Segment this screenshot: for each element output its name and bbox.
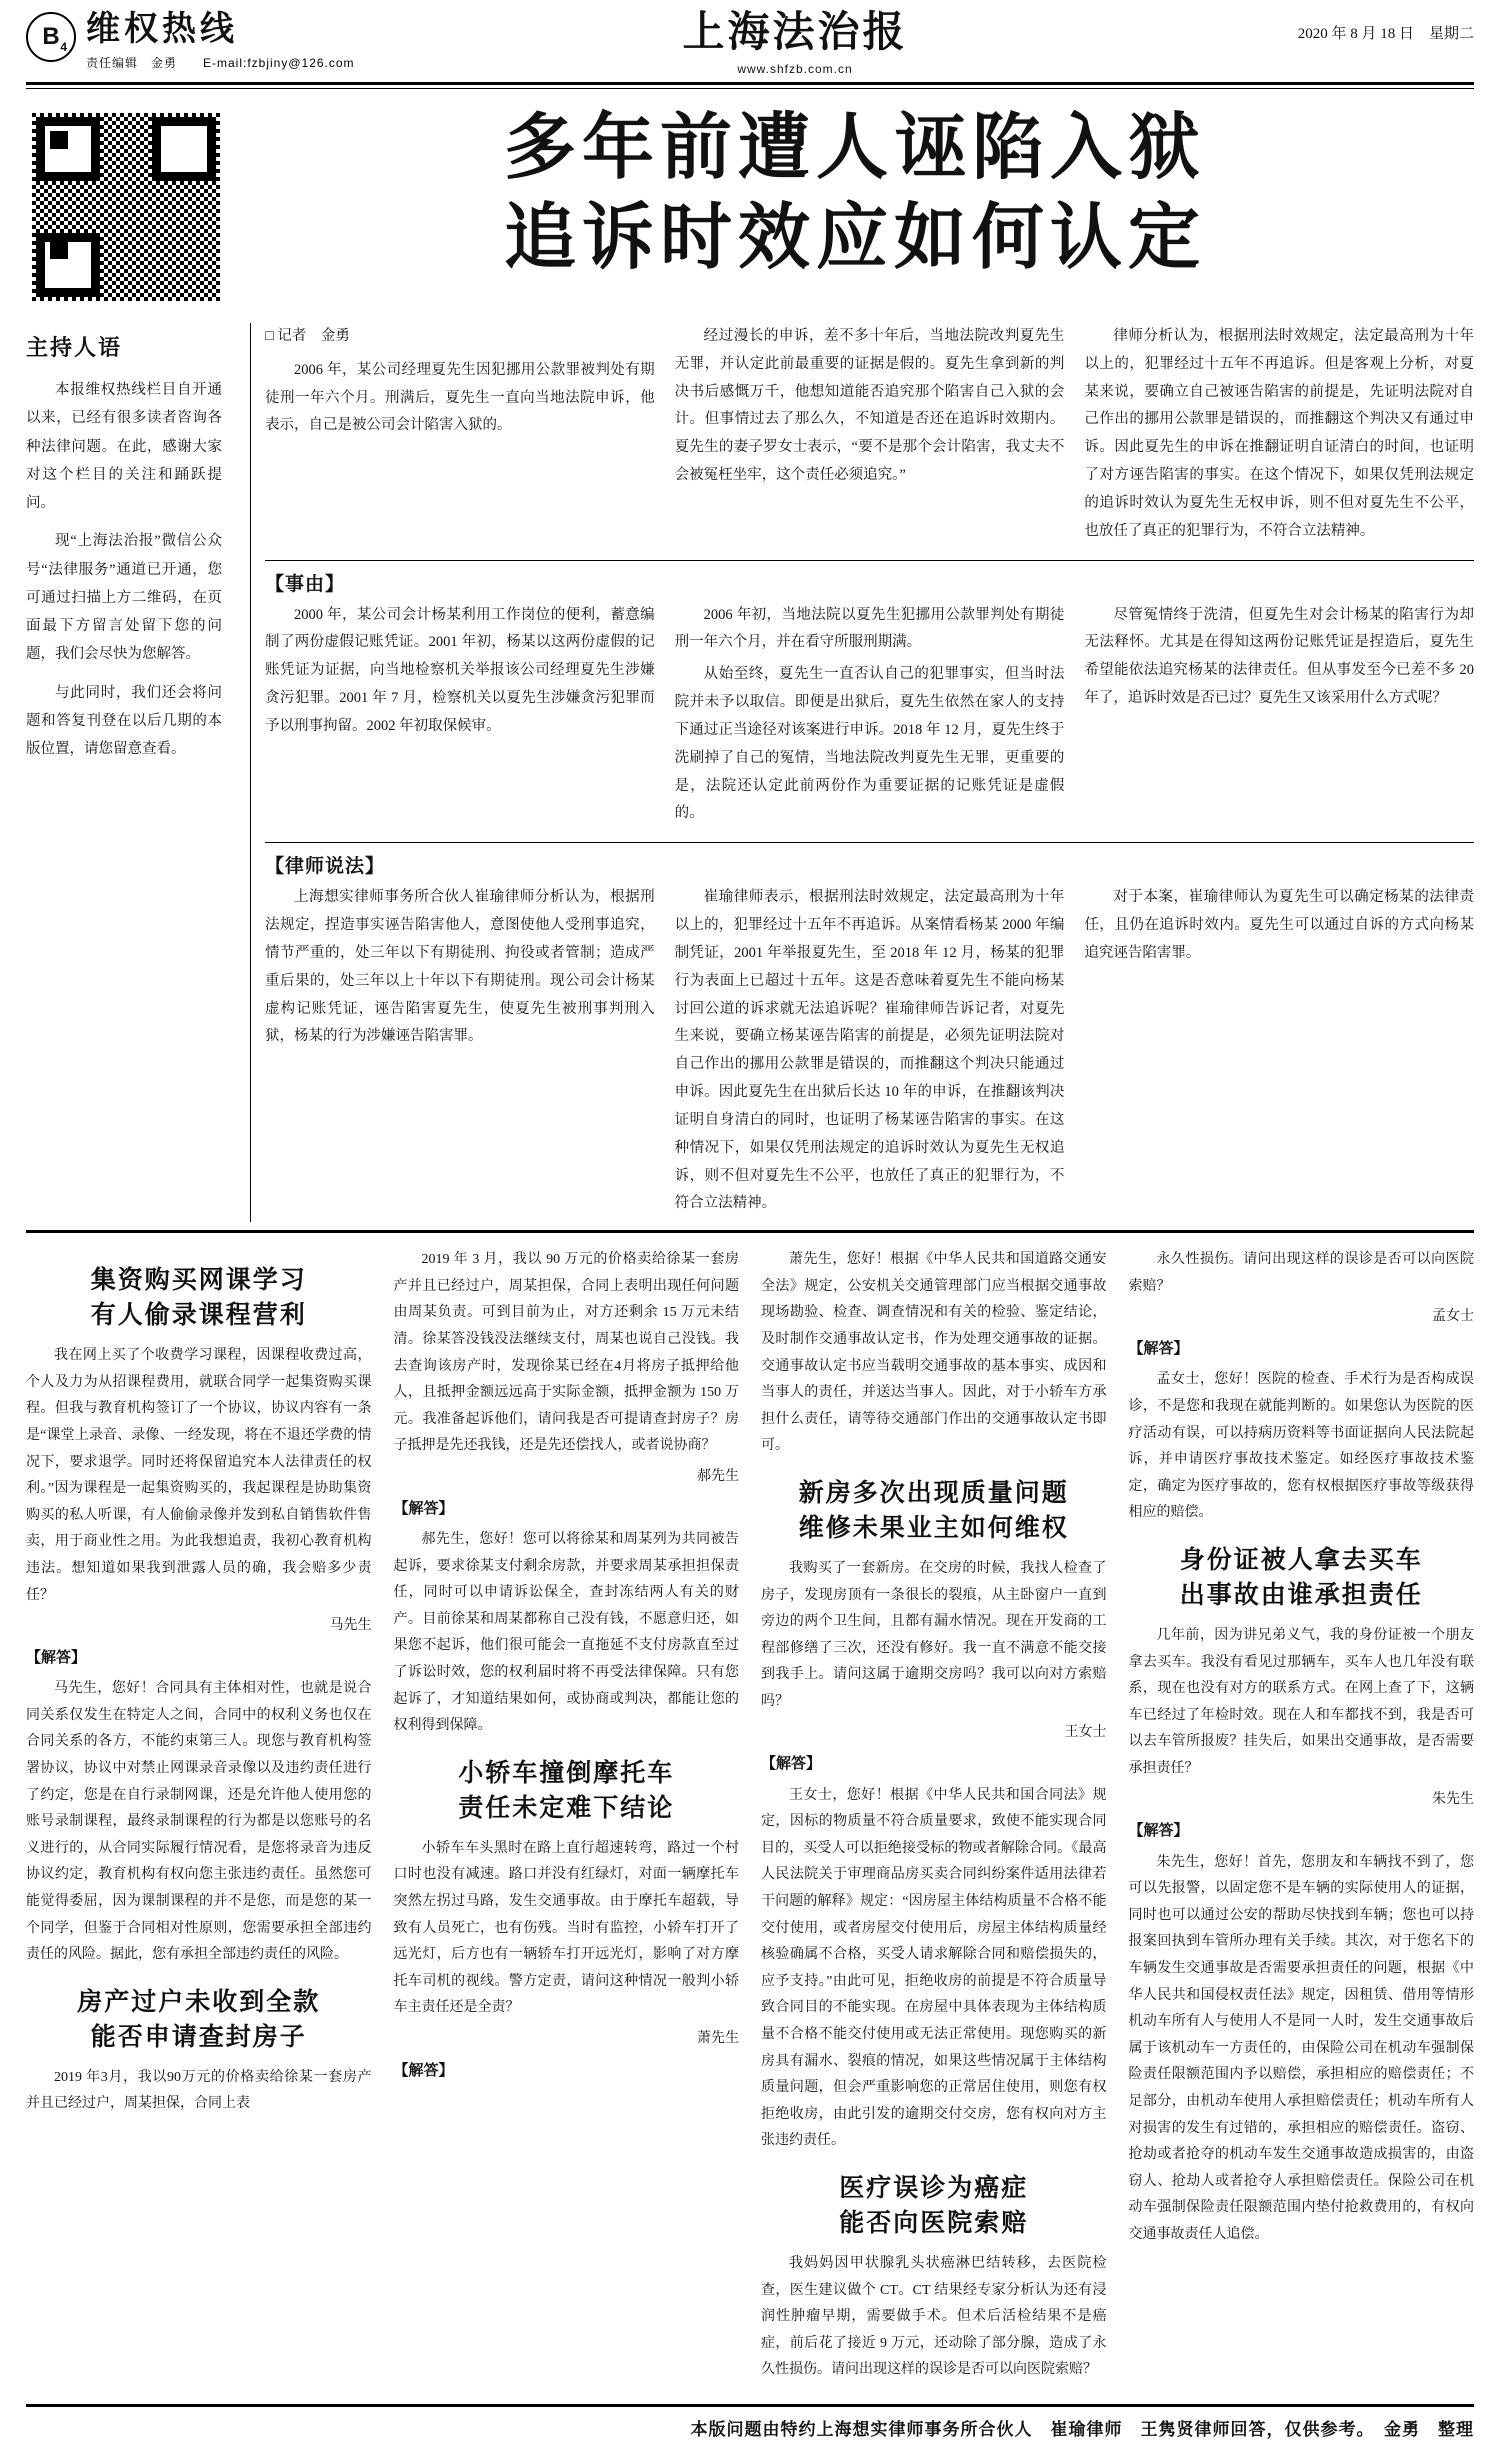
qa-title-5: [761, 2171, 1107, 2241]
qa-answer-3: 萧先生，您好！根据《中华人民共和国道路交通安全法》规定，公安机关交通管理部门应当根据交通事故现场勘验、检查、调查情况和有关的检验、鉴定结论，及时制作交通事故认定书，作为处理交通事故的证据。交通事故认定书应当载明交通事故的基本事实、成因和当事人的责任，并送达当事人。因此，对于小轿车方承担什么责任，请等待交通部门作出的交通事故认定书即可。: [761, 1252, 1107, 1454]
masthead: [26, 12, 1474, 85]
qa-col-3: [761, 1247, 1107, 2388]
lawyer-paragraph-2: 崔瑜律师表示，根据刑法时效规定，法定最高刑为十年以上的，犯罪经过十五年不再追诉。从案情看杨某 2000 年编制凭证，2001 年举报夏先生，至 2018 年 12 月，杨某的犯罪行为表面上已超过十五年。这是否意味着夏先生不能向杨某讨回公道的诉求就无法追诉呢？崔瑜律师告诉记者，对夏先生来说，要确立杨某诬告陷害的前提是，必须先证明法院对自己作出的挪用公款罪是错误的，而推翻这个判决只能通过申诉。因此夏先生在出狱后长达 10 年的申诉，在推翻该判决证明自身清白的同时，也证明了杨某诬告陷害的事实。在这种情况下，如果仅凭刑法规定的追诉时效认为夏先生无权追诉，则不但对夏先生不公平，也放任了真正的犯罪行为，不符合立法精神。: [674, 889, 1065, 1212]
qr-code: [28, 109, 224, 305]
qa-answer-4: 王女士，您好！根据《中华人民共和国合同法》规定，因标的物质量不符合质量要求，致使不能实现合同目的，买受人可以拒绝接受标的物或者解除合同。《最高人民法院关于审理商品房买卖合同纠纷案件适用法律若干问题的解释》规定：“因房屋主体结构质量不合格不能交付使用，或者房屋交付使用后，房屋主体结构质量经核验确属不合格，买受人请求解除合同和赔偿损失的，应予支持。”由此可见，拒绝收房的前提是不符合质量导致合同目的不能实现。在房屋中具体表现为主体结构质量不合格不能交付使用或无法正常使用。现您购买的新房具有漏水、裂痕的情况，如果这些情况属于主体结构质量问题，但会严重影响您的正常居住使用，则您有权拒绝收房，由此引发的逾期交付交房，您有权向对方主张违约责任。: [761, 1787, 1107, 2149]
qa-answer-5: 孟女士，您好！医院的检查、手术行为是否构成误诊，不是您和我现在就能判断的。如果您认为医院的医疗活动有误，可以持病历资料等书面证据向人民法院起诉，并申请医疗事故技术鉴定。如经医疗事故技术鉴定，确定为医疗事故的，您有权根据医疗事故等级获得相应的赔偿。: [1128, 1372, 1474, 1521]
qa-answer-2: 郝先生，您好！您可以将徐某和周某列为共同被告起诉，要求徐某支付剩余房款，并要求周某承担担保责任，同时可以申请诉讼保全，查封冻结两人有关的财产。目前徐某和周某都称自己没有钱，不愿意归还，如果您不起诉，他们很可能会一直拖延不支付房款直至过了诉讼时效，您的权利届时将不再受法律保障。只有您起诉了，才知道结果如何，或协商或判决，都能让您的权利得到保障。: [393, 1532, 739, 1734]
qa-question-6: 几年前，因为讲兄弟义气，我的身份证被一个朋友拿去买车。我没有看见过那辆车，买车人也几年没有联系，现在也没有对方的联系方式。在网上查了下，这辆车已经过了年检时效。现在人和车都找不到，我是否可以去车管所报废？挂失后，如果出交通事故，是否需要承担责任？: [1128, 1628, 1474, 1776]
qa-title-2-line-2: 能否申请查封房子: [90, 2022, 307, 2051]
host-title: 主持人语: [26, 335, 123, 360]
qa-answer-tag-2: 【解答】: [393, 1499, 454, 1517]
cause-paragraph-1: 2000 年，某公司会计杨某利用工作岗位的便利，蓄意编制了两份虚假记账凭证。2001 年初，杨某以这两份虚假的记账凭证为证据，向当地检察机关举报该公司经理夏先生涉嫌贪污犯罪。2001 年 7 月，检察机关以夏先生涉嫌贪污犯罪而予以刑事拘留。2002 年初取保候审。: [265, 606, 655, 734]
qa-title-4-line-2: 维修未果业主如何维权: [798, 1513, 1069, 1542]
cause-columns: [265, 602, 1474, 833]
qa-signer-3: 萧先生: [697, 2030, 739, 2046]
qa-title-3-line-1: 小轿车撞倒摩托车: [458, 1758, 675, 1787]
section-badge-number: 4: [60, 40, 67, 54]
qa-title-4-line-1: 新房多次出现质量问题: [798, 1478, 1069, 1507]
qa-columns: [26, 1247, 1474, 2388]
lawyer-col-3: [1084, 884, 1474, 1222]
qa-title-4: [761, 1476, 1107, 1546]
qa-signer-4: 王女士: [1064, 1724, 1107, 1740]
qa-title-5-line-2: 能否向医院索赔: [839, 2208, 1029, 2237]
qa-title-3: [394, 1756, 740, 1826]
qa-question-2: 2019 年 3 月，我以 90 万元的价格卖给徐某一套房产并且已经过户，周某担保，合同上表明出现任何问题由周某负责。可到目前为止，对方还剩余 15 万元未结清。徐某答没钱没法继续支付，周某也说自己没钱。我去查询该房产时，发现徐某已经在4月将房子抵押给他人，且抵押金额远远高于实际金额，抵押金额为 150 万元。我准备起诉他们，请问我是否可提请查封房子？房子抵押是先还我钱，还是先还偿找人，或者说协商？: [393, 1252, 739, 1454]
qr-box: [26, 103, 236, 305]
cause-paragraph-3: 从始至终，夏先生一直否认自己的犯罪事实，但当时法院并未予以取信。即便是出狱后，夏先生依然在家人的支持下通过正当途径对该案进行申诉。2018 年 12 月，夏先生终于洗刷掉了自己的冤情，当地法院改判夏先生无罪，更重要的是，法院还认定此前两份作为重要证据的记账凭证是虚假的。: [674, 666, 1065, 822]
intro-col-1: [265, 323, 655, 550]
qa-answer-tag-6: 【解答】: [1128, 1822, 1189, 1840]
qa-answer-tag-1: 【解答】: [26, 1648, 87, 1666]
qa-section: [26, 1230, 1474, 2388]
qa-signer-5: 孟女士: [1432, 1309, 1474, 1325]
qa-col-2: [394, 1247, 740, 2388]
article-byline: □ 记者 金勇: [265, 328, 350, 344]
article-intro-columns: [265, 323, 1474, 550]
page-headline: [236, 103, 1474, 305]
qa-title-1-line-1: 集资购买网课学习: [90, 1266, 307, 1295]
section-heading-cause: 【事由】: [265, 573, 346, 595]
section-divider-2: [265, 842, 1474, 843]
host-paragraph-3: 与此同时，我们还会将问题和答复刊登在以后几期的本版位置，请您留意查看。: [26, 684, 222, 758]
lawyer-columns: [265, 884, 1474, 1222]
qa-title-3-line-2: 责任未定难下结论: [458, 1793, 675, 1822]
issue-date: 2020 年 8 月 18 日 星期二: [1297, 26, 1474, 42]
qa-title-2: [26, 1985, 372, 2055]
qa-col-1: [26, 1247, 372, 2388]
headline-line-2: 追诉时效应如何认定: [503, 198, 1206, 278]
cause-col-1: [265, 602, 655, 833]
masthead-left: [26, 12, 446, 71]
qa-question-4: 我购买了一套新房。在交房的时候，我找人检查了房子，发现房顶有一条很长的裂痕，从主卧窗户一直到旁边的两个卫生间，且都有漏水情况。现在开发商的工程部修缮了三次，还没有修好。我一直不满意不能交接到我手上。请问这属于逾期交房吗？我可以向对方索赔吗？: [761, 1560, 1107, 1709]
qa-question-2-part: 2019 年3月，我以90万元的价格卖给徐某一套房产并且已经过户，周某担保，合同上表: [26, 2069, 372, 2112]
main-body: [26, 323, 1474, 1222]
paper-url: www.shfzb.com.cn: [737, 62, 853, 76]
lawyer-col-1: [265, 884, 655, 1222]
host-paragraph-2: 现“上海法治报”微信公众号“法律服务”通道已开通，您可通过扫描上方二维码，在页面最下方留言处留下您的问题，我们会尽快为您解答。: [26, 533, 222, 663]
qa-title-1-line-2: 有人偷录课程营利: [90, 1301, 307, 1330]
host-column: [26, 323, 236, 1222]
cause-col-3: [1084, 602, 1474, 833]
section-heading-lawyer: 【律师说法】: [265, 856, 386, 878]
page-footer: 本版问题由特约上海想实律师事务所合伙人 崔瑜律师 王隽贤律师回答，仅供参考。 金勇 整理: [26, 2404, 1474, 2450]
qa-question-5: 我妈妈因甲状腺乳头状癌淋巴结转移，去医院检查，医生建议做个 CT。CT 结果经专家分析认为还有浸润性肿瘤早期，需要做手术。但术后活检结果不是癌症，前后花了接近 9 万元，还动除了部分腺，造成了永久性损伤。请问出现这样的误诊是否可以向医院索赔？: [761, 2255, 1107, 2378]
host-paragraph-1: 本报维权热线栏目自开通以来，已经有很多读者咨询各种法律问题。在此，感谢大家对这个栏目的关注和踊跃提问。: [26, 382, 222, 512]
qa-answer-tag-4: 【解答】: [761, 1755, 822, 1773]
qa-title-6-line-2: 出事故由谁承担责任: [1179, 1581, 1423, 1610]
lawyer-col-2: [675, 884, 1065, 1222]
qa-answer-1: 马先生，您好！合同具有主体相对性，也就是说合同关系仅发生在特定人之间，合同中的权利义务也仅在合同关系的各方，不能约束第三人。现您与教育机构签署协议，协议中对禁止网课录音录像以及违约责任进行了约定，您是在自行录制网课，还是允许他人使用您的账号录制课程，最终录制课程的行为都是以您账号的名义进行的，从合同实际履行情况看，是您将录音为违反协议约定，教育机构有权向您主张违约责任。虽然您可能觉得委屈，因为课制课程的并不是您，而是您的某一个同学，但鉴于合同相对性原则，您需要承担全部违约责任的风险。据此，您有承担全部违约责任的风险。: [26, 1681, 372, 1963]
section-divider-1: [265, 560, 1474, 561]
cause-paragraph-2: 2006 年初，当地法院以夏先生犯挪用公款罪判处有期徒刑一年六个月，并在看守所服刑期满。: [674, 606, 1065, 651]
cause-col-2: [675, 602, 1065, 833]
section-badge: [26, 12, 76, 62]
section-badge-letter: B: [42, 23, 60, 50]
qa-title-2-line-1: 房产过户未收到全款: [77, 1987, 321, 2016]
section-title-block: [86, 12, 355, 71]
headline-line-1: 多年前遭人诬陷入狱: [503, 108, 1206, 188]
qa-answer-6: 朱先生，您好！首先，您朋友和车辆找不到了，您可以先报警，以固定您不是车辆的实际使用人的证据，同时也可以通过公安的帮助尽快找到车辆；您也可以持报案回执到车管所办理有关手续。其次，对于您名下的车辆发生交通事故是否需要承担责任的问题，根据《中华人民共和国侵权责任法》规定，因租赁、借用等情形机动车所有人与使用人不是同一人时，发生交通事故后属于该机动车一方责任的，由保险公司在机动车强制保险责任限额范围内予以赔偿，承担相应的赔偿责任；不足部分，由机动车使用人承担赔偿责任；机动车所有人对损害的发生有过错的，承担相应的赔偿责任。盗窃、抢劫或者抢夺的机动车发生交通事故造成损害的，由盗窃人、抢劫人或者抢夺人承担赔偿责任。保险公司在机动车强制保险责任限额范围内垫付抢救费用的，有权向交通事故责任人追偿。: [1128, 1854, 1474, 2242]
qa-answer-tag-3: 【解答】: [393, 2061, 454, 2079]
qa-signer-6: 朱先生: [1432, 1791, 1474, 1807]
qa-answer-tag-5: 【解答】: [1128, 1339, 1189, 1357]
intro-col-3: [1084, 323, 1474, 550]
intro-col-2: [675, 323, 1065, 550]
intro-paragraph-2: 经过漫长的申诉，差不多十年后，当地法院改判夏先生无罪，并认定此前最重要的证据是假的。夏先生拿到新的判决书后感慨万千，他想知道能否追究那个陷害自己入狱的会计。但事情过去了那么久，不知道是否还在追诉时效期内。夏先生的妻子罗女士表示，“要不是那个会计陷害，我丈夫不会被冤枉坐牢，这个责任必须追究。”: [674, 328, 1065, 484]
paper-masthead: [446, 12, 1144, 76]
qa-title-1: [26, 1263, 372, 1333]
qa-title-6: [1129, 1543, 1475, 1613]
qa-question-1: 我在网上买了个收费学习课程，因课程收费过高，个人及力为从招课程费用，就联合同学一起集资购买课程。但我与教育机构签订了一个协议，协议内容有一条是“课堂上录音、录像、一经发现，将在不退还学费的情况下，要求退学。同时还将保留追究本人法律责任的权利。”因为课程是一起集资购买的，我起课程是协助集资购买的私人听课，有人偷偷录像并发到私自销售软件售卖，用于商业性之用。为此我想追责，我初心教育机构违法。想知道如果我到泄露人员的确，我会赔多少责任？: [26, 1348, 372, 1603]
lawyer-paragraph-3: 对于本案，崔瑜律师认为夏先生可以确定杨某的法律责任，且仍在追诉时效内。夏先生可以通过自诉的方式向杨某追究诬告陷害罪。: [1084, 889, 1475, 961]
masthead-rule: [26, 88, 1474, 89]
cause-paragraph-4: 尽管冤情终于洗清，但夏先生对会计杨某的陷害行为却无法释怀。尤其是在得知这两份记账凭证是捏造后，夏先生希望能依法追究杨某的法律责任。但从事发至今已差不多 20 年了，追诉时效是否已过？夏先生又该采用什么方式呢？: [1084, 606, 1475, 707]
qa-signer-2: 郝先生: [697, 1468, 739, 1484]
lawyer-paragraph-1: 上海想实律师事务所合伙人崔瑜律师分析认为，根据刑法规定，捏造事实诬告陷害他人，意图使他人受刑事追究，情节严重的，处三年以下有期徒刑、拘役或者管制；造成严重后果的，处三年以上十年以下有期徒刑。现公司会计杨某虚构记账凭证，诬告陷害夏先生，使夏先生被刑事判刑入狱，杨某的行为涉嫌诬告陷害罪。: [265, 889, 655, 1045]
article-column: [265, 323, 1474, 1222]
qa-col-4: [1129, 1247, 1475, 2388]
section-title: 维权热线: [86, 10, 238, 48]
section-editor-line: 责任编辑 金勇 E-mail:fzbjiny@126.com: [86, 55, 355, 70]
intro-paragraph-1: 2006 年，某公司经理夏先生因犯挪用公款罪被判处有期徒刑一年六个月。刑满后，夏先生一直向当地法院申诉，他表示，自己是被公司会计陷害入狱的。: [265, 361, 655, 434]
intro-paragraph-3: 律师分析认为，根据刑法时效规定，法定最高刑为十年以上的，犯罪经过十五年不再追诉。但是客观上分析，对夏某来说，要确立自己被诬告陷害的前提是，先证明法院对自己作出的挪用公款罪是错误的，而推翻这个判决又有通过申诉。因此夏先生的申诉在推翻证明自证清白的时间，也证明了对方诬告陷害的事实。在这个情况下，如果仅凭刑法规定的追诉时效认为夏先生无权申诉，则不但对夏先生不公平，也放任了真正的犯罪行为，不符合立法精神。: [1084, 328, 1475, 539]
qa-question-3: 小轿车车头黑时在路上直行超速转弯，路过一个村口时也没有减速。路口并没有红绿灯，对面一辆摩托车突然左拐过马路，发生交通事故。由于摩托车超载，导致有人员死亡，也有伤残。当时有监控，小轿车打开了远光灯，后方也有一辆轿车打开远光灯，影响了对方摩托车司机的视线。警方定责，请问这种情况一般判小轿车主责任还是全责？: [393, 1840, 739, 2016]
qa-signer-1: 马先生: [329, 1618, 372, 1634]
qa-title-5-line-1: 医疗误诊为癌症: [839, 2173, 1029, 2202]
qa-question-5-tail: 永久性损伤。请问出现这样的误诊是否可以向医院索赔？: [1128, 1252, 1474, 1294]
vertical-divider: [250, 323, 251, 1222]
qa-title-6-line-1: 身份证被人拿去买车: [1179, 1546, 1423, 1575]
paper-name: 上海法治报: [682, 10, 908, 56]
headline-area: [26, 103, 1474, 305]
